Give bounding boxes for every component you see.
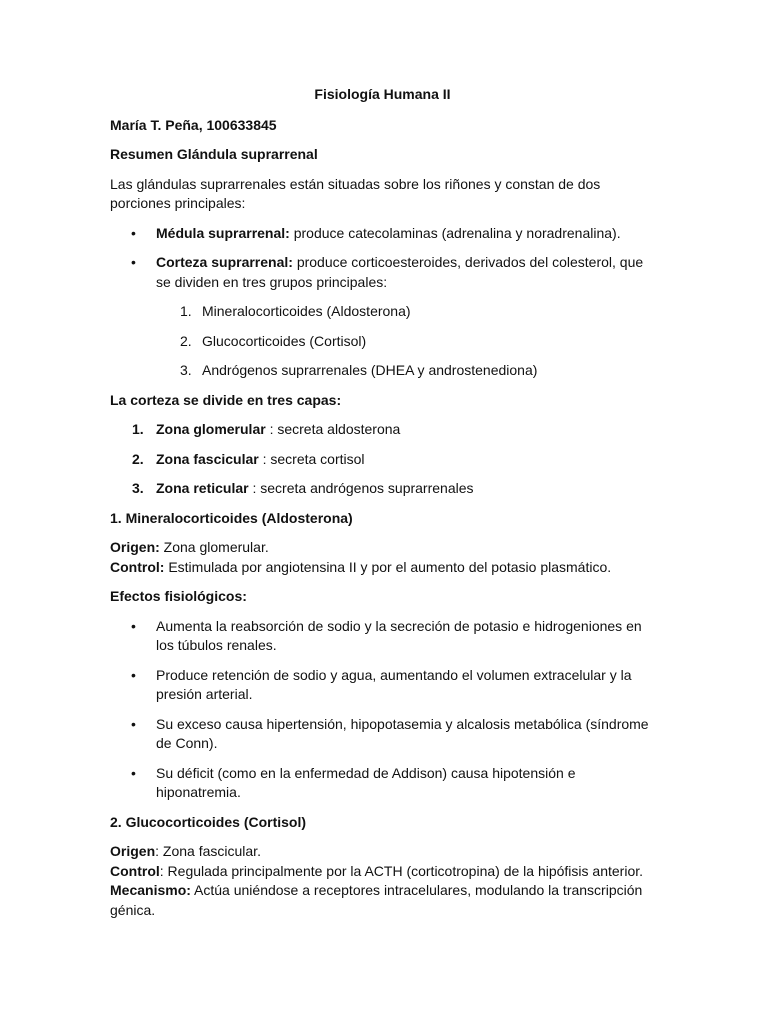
portion-term: Médula suprarrenal:: [156, 224, 290, 241]
list-item: [110, 420, 655, 440]
list-item: [110, 361, 655, 381]
section-1-heading: 1. Mineralocorticoides (Aldosterona): [110, 509, 353, 526]
origin-text: : Zona fascicular.: [155, 843, 261, 859]
group-text: Glucocorticoides (Cortisol): [202, 332, 367, 349]
section-2-control: [110, 862, 655, 882]
portion-text: produce catecolaminas (adrenalina y noradrenalina).: [289, 224, 621, 241]
layer-term: Zona glomerular: [156, 421, 266, 437]
author-line: María T. Peña, 100633845: [110, 116, 277, 133]
section-2-origin: [110, 842, 655, 862]
layer-text: : secreta aldosterona: [265, 421, 401, 437]
list-number: 3.: [132, 480, 144, 496]
portion-term: Corteza suprarrenal:: [156, 254, 293, 270]
list-number: 2.: [132, 450, 144, 467]
list-item: • Aumenta la reabsorción de sodio y la secreción de potasio e hidrogeniones en los túbulos renales.: [110, 617, 655, 656]
list-item: [110, 332, 655, 352]
section-2-heading: 2. Glucocorticoides (Cortisol): [110, 813, 307, 830]
origin-label: Origen: [110, 843, 156, 859]
list-item: [110, 450, 655, 470]
layers-list: [110, 420, 655, 499]
portion-text: produce corticoesteroides, derivados del colesterol, que se dividen en tres grupos principales:: [156, 254, 644, 290]
list-item: [110, 302, 655, 322]
intro-paragraph: Las glándulas suprarrenales están situadas sobre los riñones y constan de dos porciones principales:: [110, 175, 601, 211]
control-text: Estimulada por angiotensina II y por el aumento del potasio plasmático.: [164, 558, 612, 575]
mechanism-label: Mecanismo:: [110, 882, 191, 898]
section-1-control: [110, 558, 655, 578]
control-text: : Regulada principalmente por la ACTH (corticotropina) de la hipófisis anterior.: [159, 862, 644, 879]
layers-heading: La corteza se divide en tres capas:: [110, 391, 342, 408]
layer-term: Zona fascicular: [156, 450, 259, 467]
section-1-origin: [110, 538, 655, 558]
summary-heading: Resumen Glándula suprarrenal: [110, 146, 318, 162]
list-number: 2.: [180, 332, 192, 349]
control-label: Control:: [110, 558, 165, 575]
list-item: [110, 479, 655, 499]
group-text: Mineralocorticoides (Aldosterona): [202, 303, 411, 319]
list-item: • Su déficit (como en la enfermedad de Addison) causa hipotensión e hiponatremia.: [110, 764, 655, 803]
list-item: • Produce retención de sodio y agua, aumentando el volumen extracelular y la presión arterial.: [110, 666, 655, 705]
list-number: 1.: [132, 421, 144, 437]
list-number: 3.: [180, 362, 192, 378]
list-number: 1.: [180, 303, 192, 319]
section-2-mechanism: [110, 881, 655, 920]
document-body: [110, 85, 655, 920]
groups-list: [110, 302, 655, 381]
effects-list: [110, 617, 655, 803]
mechanism-text: Actúa uniéndose a receptores intracelulares, modulando la transcripción génica.: [110, 882, 643, 918]
list-item: • Su exceso causa hipertensión, hipopotasemia y alcalosis metabólica (síndrome de Conn).: [110, 715, 655, 754]
document-title: Fisiología Humana II: [314, 86, 451, 102]
origin-label: Origen:: [110, 539, 160, 555]
origin-text: Zona glomerular.: [159, 539, 269, 555]
effects-heading: Efectos fisiológicos:: [110, 588, 247, 604]
portions-list: [110, 224, 655, 293]
layer-term: Zona reticular: [156, 480, 249, 496]
group-text: Andrógenos suprarrenales (DHEA y androstenediona): [202, 362, 538, 378]
layer-text: : secreta andrógenos suprarrenales: [248, 480, 474, 496]
layer-text: : secreta cortisol: [258, 450, 365, 467]
control-label: Control: [110, 862, 160, 879]
list-item: [110, 224, 655, 244]
list-item: [110, 253, 655, 292]
